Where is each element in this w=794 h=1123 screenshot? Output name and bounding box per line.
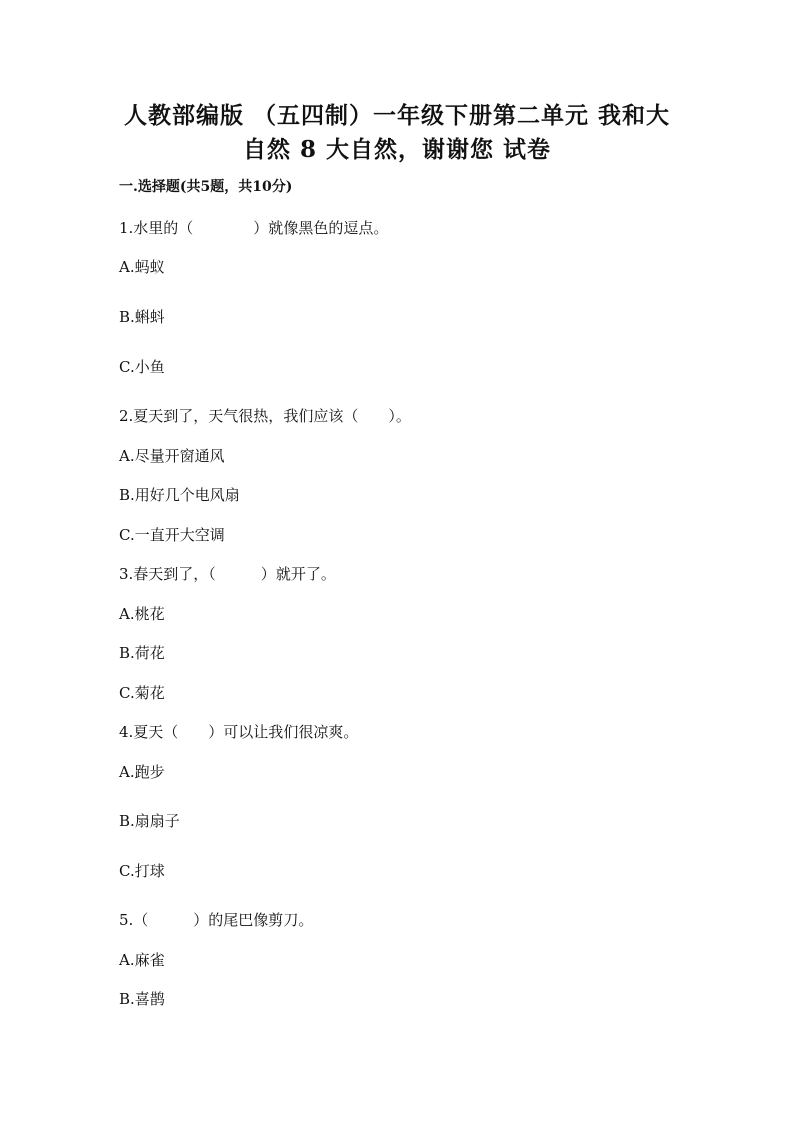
page-title-line-1: 人教部编版 （五四制）一年级下册第二单元 我和大 xyxy=(123,102,670,129)
question-4-option-c: C.打球 xyxy=(119,862,165,880)
question-5-option-a: A.麻雀 xyxy=(119,951,165,969)
question-4-stem: 4.夏天（ ）可以让我们很凉爽。 xyxy=(119,723,359,741)
question-4-option-b: B.扇扇子 xyxy=(119,812,180,830)
question-5-option-b: B.喜鹊 xyxy=(119,990,165,1008)
question-4-option-a: A.跑步 xyxy=(119,763,165,781)
question-3-stem: 3.春天到了，（ ）就开了。 xyxy=(119,565,336,583)
section-heading: 一.选择题(共5题，共10分) xyxy=(119,179,293,195)
question-2-option-b: B.用好几个电风扇 xyxy=(119,486,240,504)
question-3-option-c: C.菊花 xyxy=(119,684,165,702)
question-1-stem: 1.水里的（ ）就像黑色的逗点。 xyxy=(119,219,389,237)
question-5-stem: 5.（ ）的尾巴像剪刀。 xyxy=(119,911,314,929)
question-2-stem: 2.夏天到了，天气很热，我们应该（ ）。 xyxy=(119,407,411,425)
question-1-option-b: B.蝌蚪 xyxy=(119,308,165,326)
question-3-option-a: A.桃花 xyxy=(119,605,165,623)
question-3-option-b: B.荷花 xyxy=(119,644,165,662)
question-1-option-a: A.蚂蚁 xyxy=(119,258,165,276)
page-title-line-2: 自然 8 大自然，谢谢您 试卷 xyxy=(242,136,552,163)
question-1-option-c: C.小鱼 xyxy=(119,358,165,376)
question-2-option-a: A.尽量开窗通风 xyxy=(119,447,225,465)
question-2-option-c: C.一直开大空调 xyxy=(119,526,225,544)
